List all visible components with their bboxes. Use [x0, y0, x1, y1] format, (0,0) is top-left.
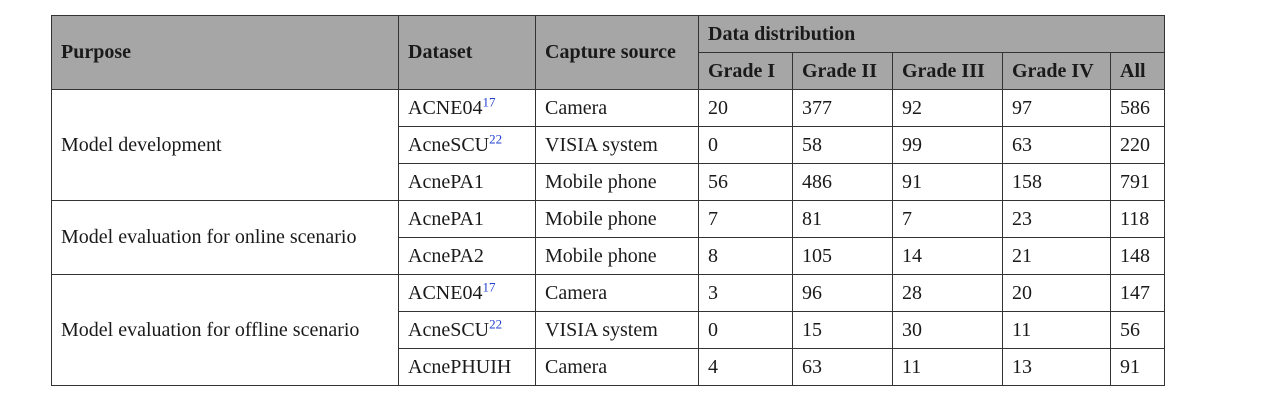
capture-source-cell: Camera	[536, 349, 699, 386]
dataset-name: AcnePA2	[408, 244, 484, 267]
grade-iv-cell: 21	[1003, 238, 1111, 275]
all-cell: 147	[1111, 275, 1165, 312]
all-cell: 791	[1111, 164, 1165, 201]
citation-reference[interactable]: 17	[482, 93, 496, 109]
header-grade-ii: Grade II	[793, 53, 893, 90]
all-cell: 586	[1111, 90, 1165, 127]
grade-ii-cell: 377	[793, 90, 893, 127]
table-body	[52, 90, 1165, 386]
all-cell: 118	[1111, 201, 1165, 238]
header-grade-iii: Grade III	[893, 53, 1003, 90]
dataset-name: AcneSCU	[408, 133, 490, 156]
dataset-name: AcnePA1	[408, 207, 484, 230]
purpose-cell: Model development	[52, 90, 399, 201]
dataset-name: AcnePHUIH	[408, 355, 512, 378]
grade-iii-cell: 92	[893, 90, 1003, 127]
header-purpose: Purpose	[52, 16, 399, 90]
dataset-cell	[399, 164, 536, 201]
citation-reference[interactable]: 22	[489, 315, 503, 331]
dataset-cell	[399, 201, 536, 238]
acne-dataset-table	[51, 15, 1165, 386]
dataset-cell	[399, 312, 536, 349]
grade-iii-cell: 14	[893, 238, 1003, 275]
grade-iv-cell: 20	[1003, 275, 1111, 312]
dataset-cell	[399, 349, 536, 386]
capture-source-cell: Camera	[536, 275, 699, 312]
header-grade-iv: Grade IV	[1003, 53, 1111, 90]
grade-i-cell: 4	[699, 349, 793, 386]
grade-i-cell: 0	[699, 127, 793, 164]
all-cell: 91	[1111, 349, 1165, 386]
grade-ii-cell: 63	[793, 349, 893, 386]
capture-source-cell: Mobile phone	[536, 201, 699, 238]
header-capture-source: Capture source	[536, 16, 699, 90]
all-cell: 220	[1111, 127, 1165, 164]
grade-iii-cell: 11	[893, 349, 1003, 386]
grade-iv-cell: 158	[1003, 164, 1111, 201]
grade-iii-cell: 28	[893, 275, 1003, 312]
grade-iv-cell: 11	[1003, 312, 1111, 349]
grade-i-cell: 7	[699, 201, 793, 238]
dataset-name: AcnePA1	[408, 170, 484, 193]
dataset-cell	[399, 90, 536, 127]
grade-i-cell: 3	[699, 275, 793, 312]
grade-ii-cell: 105	[793, 238, 893, 275]
dataset-cell	[399, 275, 536, 312]
grade-iii-cell: 30	[893, 312, 1003, 349]
all-cell: 148	[1111, 238, 1165, 275]
grade-i-cell: 8	[699, 238, 793, 275]
capture-source-cell: Mobile phone	[536, 238, 699, 275]
capture-source-cell: VISIA system	[536, 312, 699, 349]
table-row	[52, 90, 1165, 127]
grade-iv-cell: 97	[1003, 90, 1111, 127]
purpose-cell: Model evaluation for offline scenario	[52, 275, 399, 386]
grade-ii-cell: 486	[793, 164, 893, 201]
capture-source-cell: Mobile phone	[536, 164, 699, 201]
grade-iii-cell: 7	[893, 201, 1003, 238]
grade-iv-cell: 23	[1003, 201, 1111, 238]
grade-i-cell: 56	[699, 164, 793, 201]
grade-iv-cell: 13	[1003, 349, 1111, 386]
header-all: All	[1111, 53, 1165, 90]
grade-iii-cell: 91	[893, 164, 1003, 201]
grade-ii-cell: 96	[793, 275, 893, 312]
grade-ii-cell: 58	[793, 127, 893, 164]
header-grade-i: Grade I	[699, 53, 793, 90]
header-data-distribution: Data distribution	[699, 16, 1165, 53]
grade-iii-cell: 99	[893, 127, 1003, 164]
dataset-cell	[399, 238, 536, 275]
table-row	[52, 275, 1165, 312]
dataset-cell	[399, 127, 536, 164]
dataset-name: ACNE04	[408, 281, 483, 304]
header-dataset: Dataset	[399, 16, 536, 90]
table-row	[52, 201, 1165, 238]
dataset-name: ACNE04	[408, 96, 483, 119]
dataset-name: AcneSCU	[408, 318, 490, 341]
grade-iv-cell: 63	[1003, 127, 1111, 164]
grade-ii-cell: 15	[793, 312, 893, 349]
citation-reference[interactable]: 22	[489, 130, 503, 146]
grade-i-cell: 0	[699, 312, 793, 349]
grade-ii-cell: 81	[793, 201, 893, 238]
grade-i-cell: 20	[699, 90, 793, 127]
table-header	[52, 16, 1165, 90]
citation-reference[interactable]: 17	[482, 278, 496, 294]
purpose-cell: Model evaluation for online scenario	[52, 201, 399, 275]
capture-source-cell: VISIA system	[536, 127, 699, 164]
all-cell: 56	[1111, 312, 1165, 349]
capture-source-cell: Camera	[536, 90, 699, 127]
